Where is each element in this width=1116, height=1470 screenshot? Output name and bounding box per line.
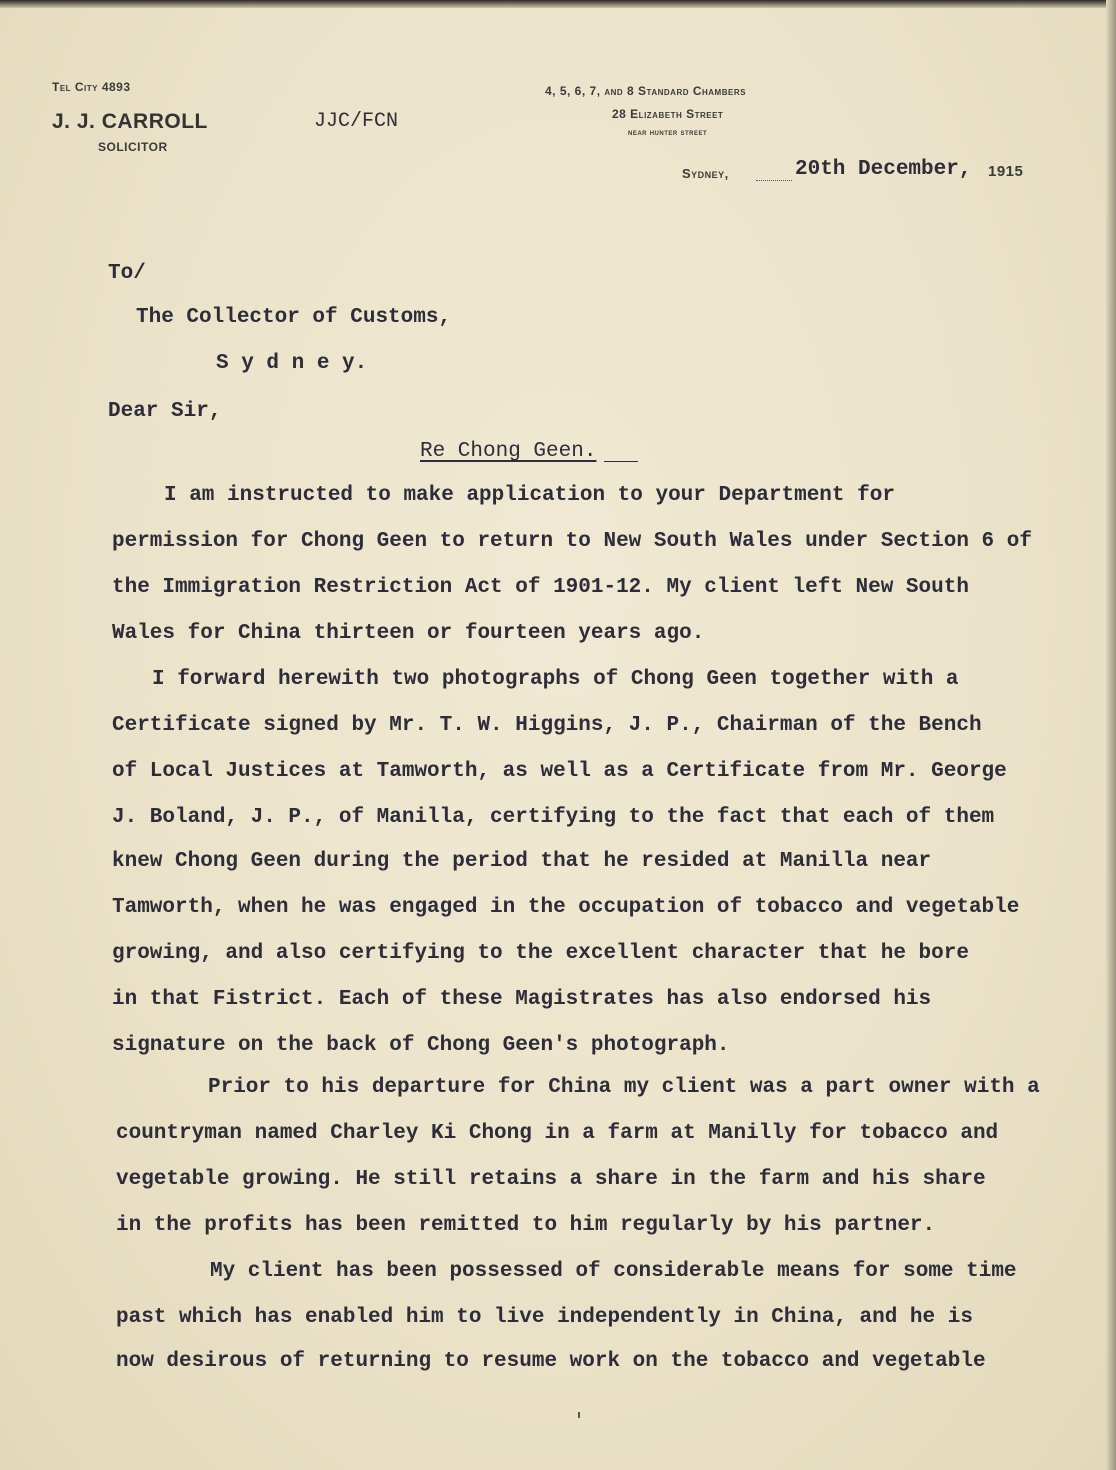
body-line: the Immigration Restriction Act of 1901-12. My client left New South [112, 576, 969, 599]
letterhead-tel: Tel City 4893 [52, 80, 131, 94]
body-line: permission for Chong Geen to return to New South Wales under Section 6 of [112, 530, 1032, 553]
subject-underline-extension [604, 461, 638, 462]
letter-date: 20th December, [795, 158, 972, 181]
reference-code: JJC/FCN [314, 110, 399, 133]
salutation: Dear Sir, [108, 400, 222, 423]
body-line: My client has been possessed of considerable means for some time [210, 1260, 1017, 1283]
letterhead-address-2: 28 Elizabeth Street [612, 107, 724, 121]
body-line: Tamworth, when he was engaged in the occupation of tobacco and vegetable [112, 896, 1020, 919]
body-line: of Local Justices at Tamworth, as well as a Certificate from Mr. George [112, 760, 1007, 783]
recipient-to: To/ [108, 262, 146, 285]
body-line: countryman named Charley Ki Chong in a farm at Manilly for tobacco and [116, 1122, 999, 1145]
body-line: Certificate signed by Mr. T. W. Higgins, J. P., Chairman of the Bench [112, 714, 982, 737]
paper-mark [578, 1412, 580, 1418]
letterhead-profession: SOLICITOR [98, 140, 168, 154]
body-line: in the profits has been remitted to him regularly by his partner. [116, 1214, 936, 1237]
letterhead-city: Sydney, [682, 166, 729, 181]
page-right-edge [1106, 0, 1116, 1470]
body-line: signature on the back of Chong Geen's photograph. [112, 1034, 730, 1057]
date-dotted-rule [756, 180, 792, 181]
body-line: growing, and also certifying to the excellent character that he bore [112, 942, 969, 965]
body-line: in that Fistrict. Each of these Magistrates has also endorsed his [112, 988, 932, 1011]
body-line: past which has enabled him to live independently in China, and he is [116, 1306, 973, 1329]
recipient-line-1: The Collector of Customs, [136, 306, 452, 329]
body-line: I am instructed to make application to your Department for [164, 484, 895, 507]
body-line: Prior to his departure for China my client was a part owner with a [208, 1076, 1040, 1099]
letterhead-name: J. J. CARROLL [52, 110, 208, 133]
letterhead-address-3: near hunter street [628, 128, 708, 137]
page-top-edge [0, 0, 1116, 8]
recipient-line-2: S y d n e y. [216, 352, 368, 375]
body-line: knew Chong Geen during the period that he resided at Manilla near [112, 850, 932, 873]
body-line: now desirous of returning to resume work on the tobacco and vegetable [116, 1350, 986, 1373]
body-line: I forward herewith two photographs of Chong Geen together with a [152, 668, 959, 691]
subject-line: Re Chong Geen. [420, 440, 597, 463]
body-line: vegetable growing. He still retains a share in the farm and his share [116, 1168, 986, 1191]
body-line: Wales for China thirteen or fourteen years ago. [112, 622, 705, 645]
letterhead-address-1: 4, 5, 6, 7, and 8 Standard Chambers [545, 84, 746, 98]
body-line: J. Boland, J. P., of Manilla, certifying to the fact that each of them [112, 806, 995, 829]
letter-year: 1915 [988, 163, 1024, 180]
